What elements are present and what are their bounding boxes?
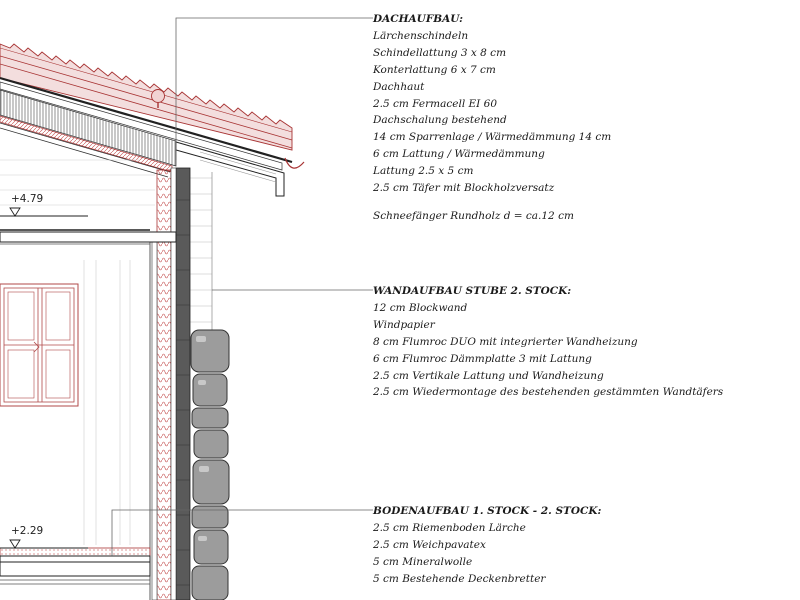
roof-layer: Dachschalung bestehend — [373, 114, 507, 127]
wall-note-heading: WANDAUFBAU STUBE 2. STOCK: — [373, 285, 572, 297]
stone-masonry — [191, 330, 229, 600]
roof-layer: 14 cm Sparrenlage / Wärmedämmung 14 cm — [373, 131, 612, 144]
wall-layer: 2.5 cm Wiedermontage des bestehenden gestämmten Wandtäfers — [373, 386, 724, 399]
block-wall — [176, 168, 190, 600]
roof-layer: Lärchenschindeln — [373, 29, 469, 42]
upper-floor-slab — [0, 230, 176, 244]
roof-gutter — [285, 158, 304, 168]
snow-guard-note: Schneefänger Rundholz d = ca.12 cm — [373, 209, 574, 222]
wall-layer: 2.5 cm Vertikale Lattung und Wandheizung — [373, 369, 604, 382]
wall-layer: 8 cm Flumroc DUO mit integrierter Wandheizung — [373, 335, 638, 348]
floor-layer: 2.5 cm Riemenboden Lärche — [373, 521, 526, 534]
level-marker-lower — [0, 540, 88, 548]
wall-note — [373, 283, 723, 401]
floor-note — [373, 503, 601, 588]
lower-floor-slab — [0, 548, 150, 584]
roof-layer: Dachhaut — [373, 80, 425, 93]
roof-layer: Konterlattung 6 x 7 cm — [373, 63, 496, 76]
roof-note — [373, 11, 611, 225]
floor-layer: 2.5 cm Weichpavatex — [373, 538, 486, 551]
snow-guard-log — [152, 90, 165, 103]
roof-layer: 6 cm Lattung / Wärmedämmung — [373, 148, 545, 161]
roof-layer: 2.5 cm Fermacell EI 60 — [373, 97, 498, 110]
roof-layer: 2.5 cm Täfer mit Blockholzversatz — [373, 182, 555, 195]
wall-layer: 12 cm Blockwand — [373, 301, 468, 314]
wall-layer: Windpapier — [373, 318, 435, 331]
level-marker-upper — [0, 208, 88, 216]
level-label-upper: +4.79 — [11, 193, 44, 205]
level-label-lower: +2.29 — [11, 525, 44, 537]
roof-layer: Schindellattung 3 x 8 cm — [373, 46, 507, 59]
floor-note-heading: BODENAUFBAU 1. STOCK - 2. STOCK: — [373, 505, 602, 517]
floor-layer: 5 cm Bestehende Deckenbretter — [373, 572, 546, 585]
wall-layer: 6 cm Flumroc Dämmplatte 3 mit Lattung — [373, 352, 592, 365]
window — [0, 284, 78, 406]
roof-layer: Lattung 2.5 x 5 cm — [373, 165, 474, 178]
floor-layer: 5 cm Mineralwolle — [373, 555, 473, 568]
roof-note-heading: DACHAUFBAU: — [373, 13, 463, 25]
leader-floor — [112, 510, 373, 556]
roof-assembly — [0, 44, 304, 196]
